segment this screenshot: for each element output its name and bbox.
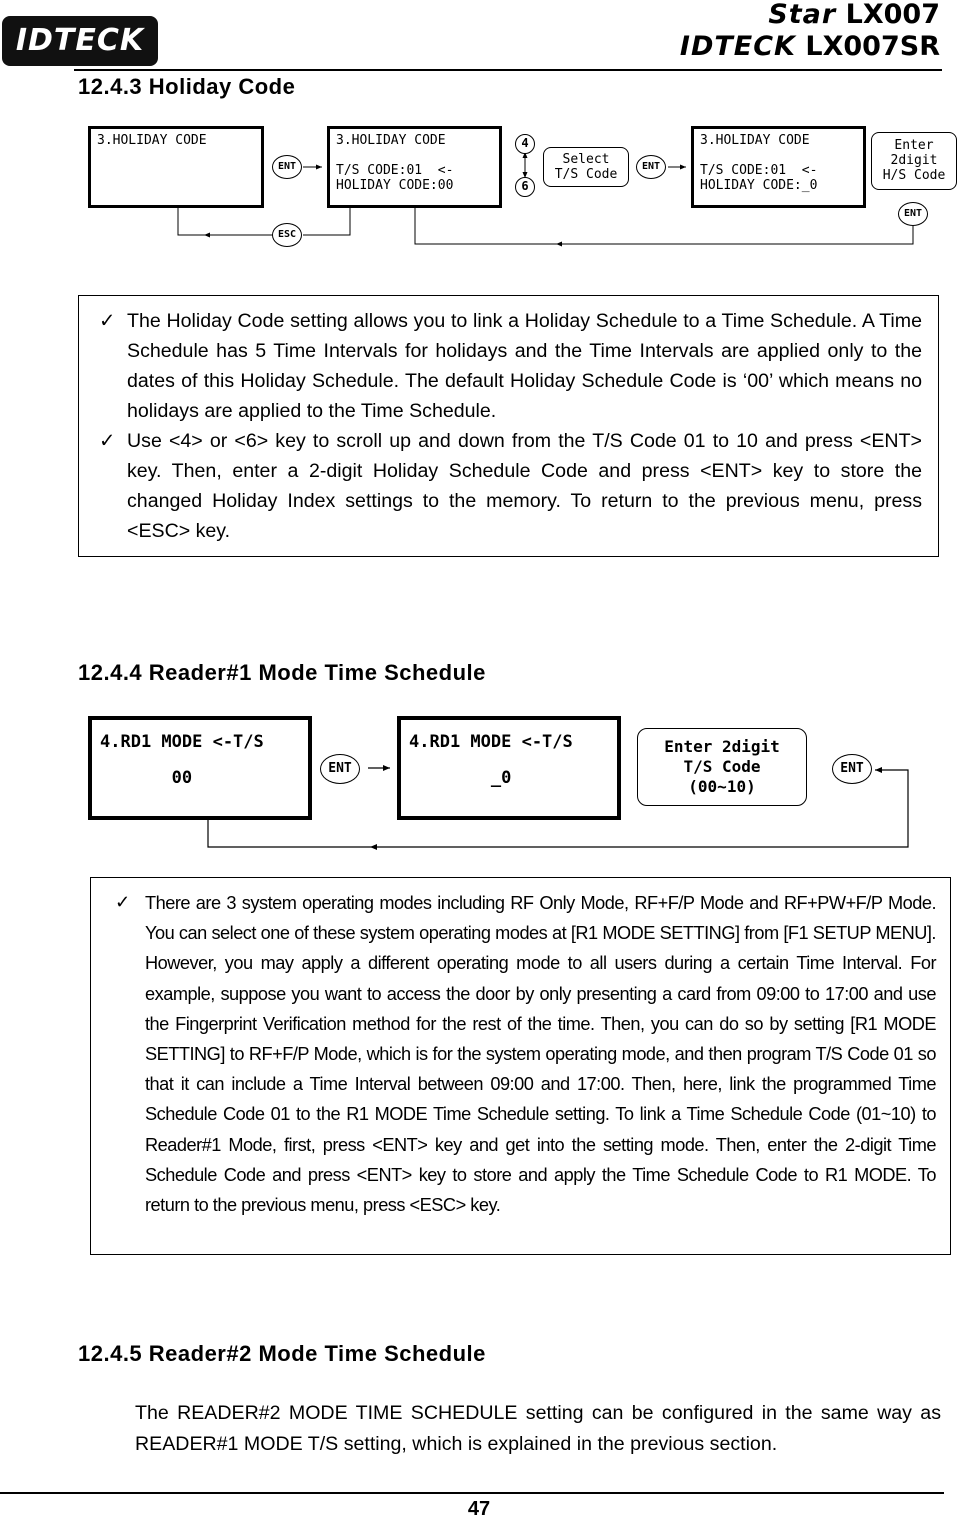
star-brand: Star [768,0,837,30]
check-icon: ✓ [99,429,116,452]
enter-ts-code-box: Enter 2digit T/S Code (00~10) [637,728,807,806]
footer-rule [0,1492,944,1494]
product-line-1 [768,0,940,30]
header-rule [74,69,942,71]
select-ts-code-box: Select T/S Code [543,147,629,187]
idteck-logo [2,16,158,66]
ent-key-icon-4: ENT [320,754,360,784]
esc-key-icon: ESC [272,223,302,247]
page-number: 47 [467,1498,491,1520]
check-icon: ✓ [115,892,130,913]
ent-key-icon-5: ENT [832,754,872,784]
section-title-reader1-mode: 12.4.4 Reader#1 Mode Time Schedule [78,660,486,685]
ent-key-icon-3: ENT [898,202,928,226]
model-lx007: LX007 [845,0,940,30]
product-line-2 [680,32,940,62]
key-4-icon: 4 [515,134,535,154]
lcd-holiday-menu: 3.HOLIDAY CODE [88,126,264,208]
lcd-rd1-mode: 4.RD1 MODE <-T/S 00 [88,716,312,820]
model-lx007sr: LX007SR [805,31,940,62]
lcd-rd1-mode-entry: 4.RD1 MODE <-T/S _0 [397,716,621,820]
check-icon: ✓ [99,309,116,332]
lcd-ts-code-select: 3.HOLIDAY CODE T/S CODE:01 <- HOLIDAY CODE:00 [327,126,502,208]
lcd-holiday-code-entry: 3.HOLIDAY CODE T/S CODE:01 <- HOLIDAY CODE:_0 [691,126,866,208]
idteck-brand: IDTECK [679,31,796,62]
note-item: ✓ Use <4> or <6> key to scroll up and down from the T/S Code 01 to 10 and press <ENT> key. Then, enter a 2-digit Holiday Schedule Code and press <ENT> key to store the changed Holiday Index settings to the memory. To return to the previous menu, press <ESC> key. [79,426,922,546]
holiday-code-diagram [0,120,958,260]
note-item: ✓ There are 3 system operating modes including RF Only Mode, RF+F/P Mode and RF+PW+F/P Mode. You can select one of these system operating modes at [R1 MODE SETTING] from [F1 SETUP MENU]. However, you may apply a different operating mode to all users during a certain Time Interval. For example, suppose you want to access the door by only presenting a card from 09:00 to 17:00 and use the Fingerprint Verification method for the rest of the time. Then, you can do so by setting [R1 MODE SETTING] to RF+F/P Mode, which is for the system operating mode, and then program T/S Code 01 so that it can include a Time Interval between 09:00 and 17:00. Then, here, link the programmed Time Schedule Code 01 to the R1 MODE Time Schedule setting. To link a Time Schedule Code (01~10) to Reader#1 Mode, first, press <ENT> key and get into the setting mode. Then, enter the 2-digit Time Schedule Code and press <ENT> key to store and apply the Time Schedule Code to R1 MODE. To return to the previous menu, press <ESC> key. [91,888,936,1220]
holiday-code-notes [78,295,939,557]
ent-key-icon-2: ENT [636,155,666,179]
reader1-mode-diagram [0,712,958,854]
ent-key-icon: ENT [272,155,302,179]
logo-text: IDTECK [15,23,145,58]
note-item: ✓ The Holiday Code setting allows you to link a Holiday Schedule to a Time Schedule. A Time Schedule has 5 Time Intervals for holidays and the Time Intervals are applied only to the dates of this Holiday Schedule. The default Holiday Schedule Code is ‘00’ which means no holidays are applied to the Time Schedule. [79,306,922,426]
reader2-mode-description: The READER#2 MODE TIME SCHEDULE setting can be configured in the same way as READER#1 MODE T/S setting, which is explained in the previous section. [135,1402,941,1455]
key-6-icon: 6 [515,177,535,197]
section-title-holiday-code: 12.4.3 Holiday Code [78,74,296,99]
reader1-mode-notes [90,877,951,1255]
enter-hs-code-box: Enter 2digit H/S Code [871,132,957,190]
section-title-reader2-mode: 12.4.5 Reader#2 Mode Time Schedule [78,1341,486,1366]
